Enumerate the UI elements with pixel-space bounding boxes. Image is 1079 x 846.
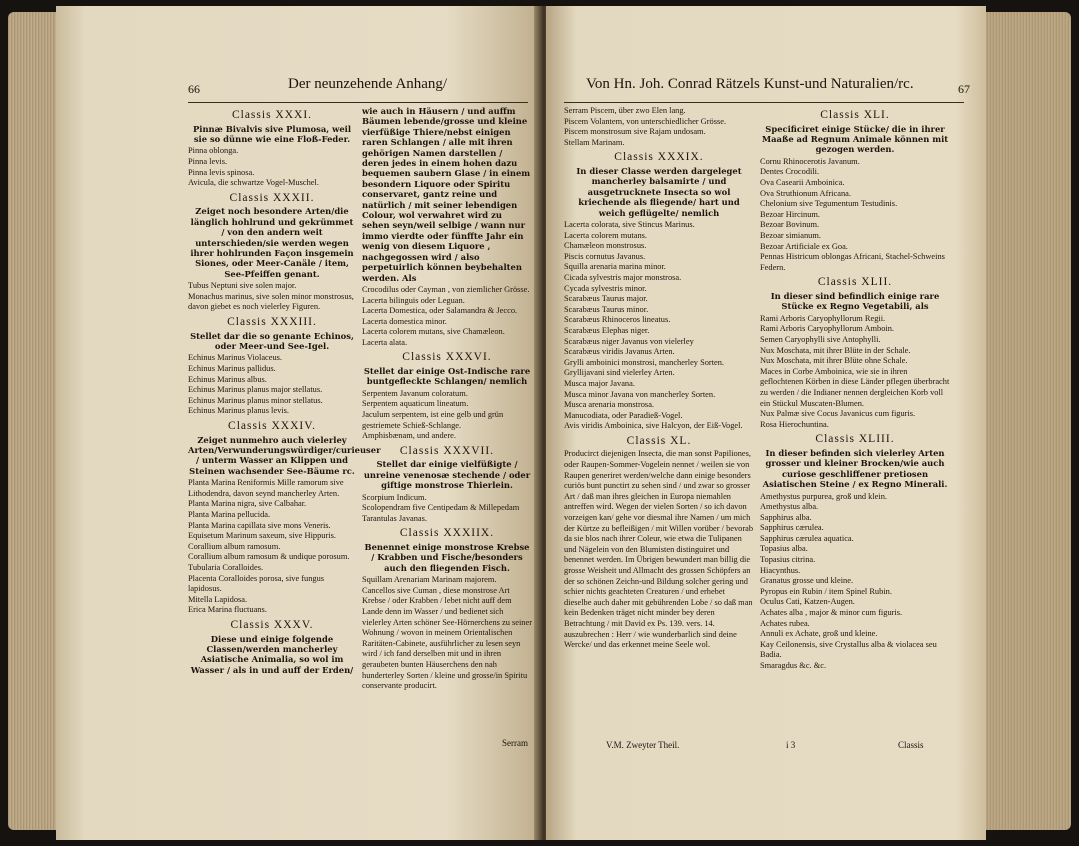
catalog-entry: Oculus Cati, Katzen-Augen. xyxy=(760,597,855,607)
catalog-entry: Scarabæus Taurus major. xyxy=(564,294,648,304)
catalog-entry: Squillam Arenariam Marinam majorem. xyxy=(362,575,497,585)
class-description: In dieser sind befindlich einige rare Stücke ex Regno Vegetabili, als xyxy=(770,290,940,312)
catalog-entry: Scarabæus Elephas niger. xyxy=(564,325,650,335)
catalog-entry: Scolopendram five Centipedam & Millepedam xyxy=(362,503,520,513)
class-heading: Classis XXXIII. xyxy=(227,316,317,328)
catalog-entry: Amethystus alba. xyxy=(760,502,819,512)
catalog-entry: Cycada sylvestris minor. xyxy=(564,283,647,293)
left-column-1 xyxy=(188,106,381,677)
class-heading: Classis XL. xyxy=(626,434,692,447)
catalog-entry: Pinna levis. xyxy=(188,157,228,166)
catalog-entry: Amethystus purpurea, groß und klein. xyxy=(760,491,887,501)
catalog-entry: Ova Struthionum Africana. xyxy=(760,188,851,198)
catalog-entry: Scarabæus Taurus minor. xyxy=(564,304,649,314)
catalog-entry: Granatus grosse und kleine. xyxy=(760,576,854,586)
catalog-entry: Topasius alba. xyxy=(760,544,808,554)
page-number: 67 xyxy=(958,82,970,96)
catalog-entry: Echinus Marinus pallidus. xyxy=(188,364,276,373)
class-heading: Classis XXXVI. xyxy=(402,351,492,364)
catalog-entry: Producirct diejenigen Insecta, die man sonst Papiliones, oder Raupen-Sommer-Vogelein nennet / weilen sie von Raupen generiret werden/welche dann einige besonders curiös bunt punctirt zu sehen sind / und zwar so grosser Art / daß man ihres gleichen in Europa niemahlen antreffen wird. Wegen der vielen Sorten / so ich davon vorzeigen kan/ gehe vor diesmal ihre Namen / um mich der Kürtze zu befleißigen / mit Willen vorüber / bevorab da sie blos nach ihrer Coleur, wie etwa die Tulipanen und Nägelein von den Blumisten distinguiret und benennet werden. Im Übrigen bewundert man billig die grosse Weisheit und Allmacht des grossen Schöpfers an der so schönen Zeichn-und Bildung solcher gering und schier nichts geachteten Creaturen / und erhebet dieselbe auch daher mit gebührenden Lobe / so daß man kein Bedenken träget nicht minder bey deren Betrachtung / mit David ex Ps. 139. vers. 14. auszubrechen : Herr / wie wunderbarlich sind deine Wercke/ und das erkennet meine Seele wol. xyxy=(564,449,754,650)
catalog-entry: Dentes Crocodili. xyxy=(760,167,820,177)
catalog-entry: Ova Casearii Amboinica. xyxy=(760,178,845,187)
catalog-entry: Scarabæus niger Javanus von vielerley xyxy=(564,336,694,346)
catalog-entry: Topasius citrina. xyxy=(760,555,816,565)
class-description: Stellet dar einige Ost-Indische rare buntgefleckte Schlangen/ nemlich xyxy=(363,366,531,387)
catalog-entry: Bezoar Bovinum. xyxy=(760,220,820,230)
catalog-entry: Cicada sylvestris major monstrosa. xyxy=(564,272,682,282)
catalog-entry: Amphisbænam, und andere. xyxy=(362,431,456,441)
catalog-entry: Manucodiata, oder Paradieß-Vogel. xyxy=(564,410,683,420)
catalog-entry: Hiacynthus. xyxy=(760,565,801,575)
left-column-2 xyxy=(362,106,532,692)
class-description: In dieser Classe werden dargeleget mancherley balsamirte / und ausgetrucknete Insecta so wol kriechende als fliegende/ hart und weich geflügelte/ nemlich xyxy=(576,165,742,218)
catalog-entry: Planta Marina capillata sive mons Veneris. xyxy=(188,520,331,530)
catalog-entry: Smaragdus &c. &c. xyxy=(760,661,827,670)
catalog-entry: Musca minor Javana von mancherley Sorten. xyxy=(564,389,716,399)
header-rule xyxy=(188,102,528,103)
catalog-entry: Avis viridis Amboinica, sive Halcyon, der Eiß-Vogel. xyxy=(564,421,743,431)
catalog-entry: Piscem monstrosum sive Rajam undosam. xyxy=(564,127,706,137)
running-head: Der neunzehende Anhang/ xyxy=(288,76,448,92)
catalog-entry: Jaculum serpentem, ist eine gelb und grün gestriemete Schieß-Schlange. xyxy=(362,410,504,430)
catalog-entry: Chelonium sive Tegumentum Testudinis. xyxy=(760,199,898,209)
catalog-entry: Kay Ceilonensis, sive Crystallus alba & violacea seu Badia. xyxy=(760,639,937,660)
catalog-entry: Stellam Marinam. xyxy=(564,137,625,147)
class-description: Specificiret einige Stücke/ die in ihrer Maaße ad Regnum Animale können mit gezogen werden. xyxy=(761,123,949,155)
catalog-entry: Lacerta bilinguis oder Leguan. xyxy=(362,295,465,305)
catalog-entry: Musca arenaria monstrosa. xyxy=(564,400,654,410)
catalog-entry: Rami Arboris Caryophyllorum Amboin. xyxy=(760,324,894,334)
catalog-entry: Avicula, die schwartze Vogel-Muschel. xyxy=(188,178,319,188)
catalog-entry: Sapphirus alba. xyxy=(760,512,812,522)
catalog-entry: Cornu Rhinocerotis Javanum. xyxy=(760,156,860,166)
catalog-entry: Bezoar Artificiale ex Goa. xyxy=(760,241,848,251)
right-page-edges xyxy=(979,12,1071,830)
catalog-entry: Echinus Marinus planus minor stellatus. xyxy=(188,395,323,405)
catalog-entry: Echinus Marinus planus levis. xyxy=(188,406,289,416)
catalog-entry: Achates rubea. xyxy=(760,618,810,628)
catalog-entry: Serpentem aquaticum lineatum. xyxy=(362,399,469,409)
catalog-entry: Chamæleon monstrosus. xyxy=(564,241,647,251)
catalog-entry: Mitella Lapidosa. xyxy=(188,594,248,604)
catalog-entry: Gryllijavani sind vielerley Arten. xyxy=(564,368,675,378)
catalog-entry: Equisetum Marinum saxeum, sive Hippuris. xyxy=(188,531,336,541)
catalog-entry: Erica Marina fluctuans. xyxy=(188,605,267,615)
catalog-entry: Piscem Volantem, von unterschiedlicher Grösse. xyxy=(564,116,727,126)
class-description: Zeiget noch besondere Arten/die länglich hohlrund und gekrümmet / von den andern weit unterschieden/sie werden wegen ihrer hohlrunden Façon insgemein Siones, oder Meer-Canäle / item, See-Pfeiffen genant. xyxy=(190,206,354,279)
catalog-entry: Nux Moschata, mit ihrer Blüte in der Schale. xyxy=(760,345,911,355)
catalog-entry: Planta Marina Reniformis Mille ramorum sive Lithodendra, davon seynd mancherley Arten. xyxy=(188,478,344,498)
signature-line: V.M. Zweyter Theil. xyxy=(606,740,680,750)
class-description: Benennet einige monstrose Krebse / Krabben und Fische/besonders auch den fliegenden Fisch. xyxy=(364,542,530,573)
right-column-1 xyxy=(564,106,754,651)
catalog-entry: Crocodilus oder Cayman , von ziemlicher Grösse. xyxy=(362,284,530,294)
class-description: In dieser befinden sich vielerley Arten grosser und kleiner Brocken/wie auch curiose geschliffener pretiosen Asiatischen Steine / ex Regno Minerali. xyxy=(762,447,948,490)
class-description: Pinnæ Bivalvis sive Plumosa, weil sie so dünne wie eine Floß-Feder. xyxy=(192,123,352,144)
catalog-entry: Nux Moschata, mit ihrer Blüte ohne Schale. xyxy=(760,356,908,366)
catalog-entry: Nux Palmæ sive Cocus Javanicus cum figuris. xyxy=(760,409,916,419)
catalog-entry: Placenta Coralloides porosa, sive fungus lapidosus. xyxy=(188,573,325,594)
catalog-entry: Musca major Javana. xyxy=(564,378,635,388)
class-heading: Classis XXXI. xyxy=(231,109,313,121)
right-page xyxy=(546,6,986,840)
catalog-entry: Tarantulas Javanas. xyxy=(362,513,427,523)
class-heading: Classis XXXII. xyxy=(229,191,315,204)
catalog-entry: Serpentem Javanum coloratum. xyxy=(362,388,468,398)
open-book xyxy=(8,6,1071,840)
catalog-entry: Echinus Marinus albus. xyxy=(188,374,267,384)
catalog-entry: Pennas Histricum oblongas Africani, Stachel-Schweins Federn. xyxy=(760,252,945,272)
catalog-entry: Cancellos sive Cuman , diese monstrose Art Krebse / oder Krabben / lebet nicht auff dem Lande denn im Wasser / und bedienet sich vielerley Arten schöner See-Hörnerchens zu seiner Wohnung / wovon in meinem Orientalischen Raritäten-Cabinete, ausführlicher zu lesen seyn wird / ich fand derselben mit und in ihren geraubeten bunten Häuserchens den nah hunderterley Sorten / kleine und grosse/in Spiritu conservante producirt. xyxy=(362,585,532,691)
catalog-entry: Squilla arenaria marina minor. xyxy=(564,262,666,272)
catalog-entry: Planta Marina pellucida. xyxy=(188,509,271,519)
class-description: wie auch in Häusern / und auffm Bäumen lebende/grosse und kleine vierfüßige Thiere/nebst einigen raren Schlangen / alle mit ihren gehörigen Namen darstellen / deren jedes in einem hohen dazu bequemen saubern Glase / in einem besondern Liquore oder Spiritu conservaret, gantz reine und natürlich / mit seiner lebendigen Colour, wol verwahret wird zu sehen seyn/weil selbige / wann nur immo vierdte oder fünffte Jahr ein wenig von diesem Liquore , nachgegossen wird / also perpetuirlich können beybehalten werden. Als xyxy=(362,106,531,283)
class-heading: Classis XLIII. xyxy=(815,433,895,446)
running-head: Von Hn. Joh. Conrad Rätzels Kunst-und Naturalien/rc. xyxy=(586,76,914,92)
catalog-entry: Lacerta domestica minor. xyxy=(362,316,447,326)
catalog-entry: Pyropus ein Rubin / item Spinel Rubin. xyxy=(760,586,892,596)
catalog-entry: Tubularia Coralloides. xyxy=(188,562,264,572)
catalog-entry: Bezoar Hircinum. xyxy=(760,209,820,219)
catalog-entry: Tubus Neptuni sive solen major. xyxy=(188,281,297,291)
catalog-entry: Semen Caryophylli sive Antophylli. xyxy=(760,334,881,344)
class-heading: Classis XXXVII. xyxy=(399,444,495,457)
catalog-entry: Rami Arboris Caryophyllorum Regii. xyxy=(760,313,886,323)
signature-mark: i 3 xyxy=(786,740,796,750)
catalog-entry: Rosa Hierochuntina. xyxy=(760,419,829,429)
class-description: Diese und einige folgende Classen/werden mancherley Asiatische Animalia, so wol im Wasser / als in und auff der Erden/ xyxy=(190,633,354,675)
catalog-entry: Scorpium Indicum. xyxy=(362,492,427,502)
catalog-entry: Maces in Corbe Amboinica, wie sie in ihren geflochtenen Körben in diese Länder pflegen überbracht zu werden / die Indianer nennen dergleichen Korb voll ein Stückul Muscaten-Blumen. xyxy=(760,366,950,408)
catalog-entry: Corallium album ramosum & undique porosum. xyxy=(188,552,350,562)
class-heading: Classis XXXIX. xyxy=(614,151,704,164)
catalog-entry: Lacerta alata. xyxy=(362,337,408,347)
class-description: Stellet dar einige vielfüßigte / unreine venenosæ stechende / oder giftige monstrose Thierlein. xyxy=(363,459,531,491)
catalog-entry: Piscis cornutus Javanus. xyxy=(564,251,646,261)
class-heading: Classis XXXIV. xyxy=(228,419,316,432)
catalog-entry: Pinna levis spinosa. xyxy=(188,167,255,177)
catalog-entry: Lacerta colorata, sive Stincus Marinus. xyxy=(564,220,695,229)
catalog-entry: Pinna oblonga. xyxy=(188,146,239,156)
catalog-entry: Scarabæus viridis Javanus Arten. xyxy=(564,347,675,357)
catalog-entry: Planta Marina nigra, sive Calbahar. xyxy=(188,499,307,509)
catalog-entry: Echinus Marinus Violaceus. xyxy=(188,353,283,363)
left-page xyxy=(56,6,542,840)
right-column-2 xyxy=(760,106,950,672)
catalog-entry: Sapphirus cærulea. xyxy=(760,523,824,533)
catchword: Classis xyxy=(898,740,924,750)
class-heading: Classis XLII. xyxy=(817,276,893,289)
catalog-entry: Lacerta Domestica, oder Salamandra & Jecco. xyxy=(362,306,518,316)
class-heading: Classis XXXIIX. xyxy=(399,527,495,540)
catchword: Serram xyxy=(502,738,528,748)
class-heading: Classis XXXV. xyxy=(230,618,314,631)
catalog-entry: Achates alba , major & minor cum figuris. xyxy=(760,608,903,618)
catalog-entry: Lacerta colorem mutans. xyxy=(564,230,648,240)
catalog-entry: Monachus marinus, sive solen minor monstrosus, davon giebet es noch vielerley Figuren. xyxy=(188,291,354,312)
header-rule xyxy=(564,102,964,103)
catalog-entry: Bezoar simianum. xyxy=(760,230,821,240)
catalog-entry: Echinus Marinus planus major stellatus. xyxy=(188,385,323,395)
catalog-entry: Corallium album ramosum. xyxy=(188,541,281,551)
class-description: Stellet dar die so genante Echinos, oder Meer-und See-Igel. xyxy=(190,330,354,351)
catalog-entry: Sapphirus cærulea aquatica. xyxy=(760,533,854,543)
catalog-entry: Scarabæus Rhinoceros lineatus. xyxy=(564,315,671,325)
catalog-entry: Lacerta colorem mutans, sive Chamæleon. xyxy=(362,327,505,337)
class-description: Zeiget nunmehro auch vielerley Arten/Verwunderungswürdiger/curieuser / unterm Wasser an Klippen und Steinen wachsender See-Bäume rc. xyxy=(188,434,381,476)
catalog-entry: Serram Piscem, über zwo Elen lang. xyxy=(564,106,686,115)
page-number: 66 xyxy=(188,82,200,96)
catalog-entry: Annuli ex Achate, groß und kleine. xyxy=(760,629,878,639)
class-heading: Classis XLI. xyxy=(820,109,890,121)
catalog-entry: Grylli amboinici monstrosi, mancherley Sorten. xyxy=(564,357,725,367)
